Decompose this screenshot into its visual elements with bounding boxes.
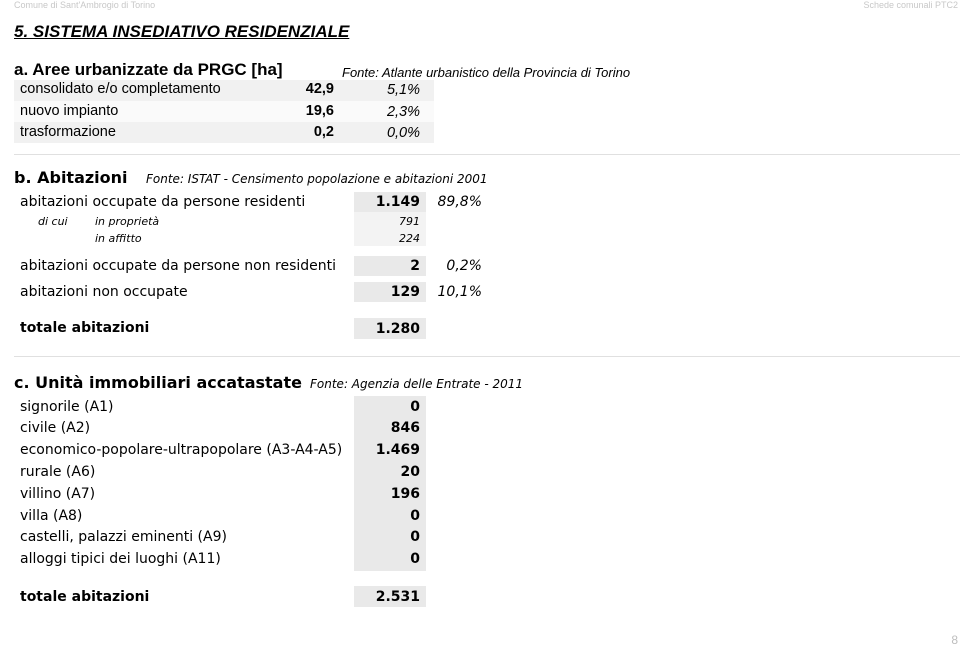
row-value: 0: [410, 551, 420, 567]
row-value: 846: [390, 420, 420, 436]
total-dwellings-value: 1.280: [375, 321, 420, 337]
section-c-source: Fonte: Agenzia delle Entrate - 2011: [310, 377, 524, 391]
row-label: economico-popolare-ultrapopolare (A3-A4-A5): [20, 442, 343, 458]
unoccupied-label: abitazioni non occupate: [20, 284, 188, 300]
occupied-residents-value: 1.149: [375, 194, 420, 210]
rented-value: 224: [399, 232, 420, 245]
occupied-nonresidents-value: 2: [410, 258, 420, 274]
row-label: villino (A7): [20, 486, 96, 502]
row-value: 0: [410, 399, 420, 415]
row-percentage: 2,3%: [386, 104, 420, 120]
section-divider: [14, 356, 960, 357]
page-number: 8: [951, 633, 958, 647]
total-units-label: totale abitazioni: [20, 589, 150, 605]
row-label: signorile (A1): [20, 399, 114, 415]
unoccupied-percentage: 10,1%: [437, 284, 482, 300]
row-percentage: 0,0%: [386, 125, 420, 141]
row-label: alloggi tipici dei luoghi (A11): [20, 551, 221, 567]
occupied-nonresidents-percentage: 0,2%: [446, 258, 482, 274]
section-a-source: Fonte: Atlante urbanistico della Provincia di Torino: [342, 65, 631, 80]
section-b-title: b. Abitazioni: [14, 168, 128, 187]
row-value: 196: [390, 486, 420, 502]
row-value: 0: [410, 508, 420, 524]
row-value: 42,9: [305, 81, 334, 97]
row-label: rurale (A6): [20, 464, 96, 480]
row-label: villa (A8): [20, 508, 83, 524]
row-label: civile (A2): [20, 420, 91, 436]
row-value: 20: [400, 464, 420, 480]
row-value: 0: [410, 529, 420, 545]
occupied-residents-label: abitazioni occupate da persone residenti: [20, 194, 306, 210]
of-which-label: di cui: [38, 215, 68, 228]
row-value: 1.469: [375, 442, 420, 458]
header-municipality: Comune di Sant'Ambrogio di Torino: [14, 0, 156, 10]
owned-label: in proprietà: [95, 215, 160, 228]
total-dwellings-label: totale abitazioni: [20, 320, 150, 336]
row-label: nuovo impianto: [20, 103, 119, 119]
owned-value: 791: [399, 215, 420, 228]
header-document-title: Schede comunali PTC2: [863, 0, 958, 10]
row-label: trasformazione: [20, 124, 116, 140]
section-a-title: a. Aree urbanizzate da PRGC [ha]: [14, 60, 283, 79]
unoccupied-value: 129: [390, 284, 420, 300]
section-divider: [14, 154, 960, 155]
section-b-source: Fonte: ISTAT - Censimento popolazione e abitazioni 2001: [146, 172, 488, 186]
section-c-title: c. Unità immobiliari accatastate: [14, 373, 302, 392]
occupied-residents-percentage: 89,8%: [437, 194, 482, 210]
total-units-value: 2.531: [375, 589, 420, 605]
section-title: 5. SISTEMA INSEDIATIVO RESIDENZIALE: [14, 22, 350, 41]
row-value: 19,6: [305, 103, 334, 119]
rented-label: in affitto: [95, 232, 142, 245]
row-percentage: 5,1%: [386, 82, 420, 98]
occupied-nonresidents-label: abitazioni occupate da persone non residenti: [20, 258, 337, 274]
row-value: 0,2: [313, 124, 334, 140]
row-label: castelli, palazzi eminenti (A9): [20, 529, 227, 545]
row-label: consolidato e/o completamento: [20, 81, 221, 97]
